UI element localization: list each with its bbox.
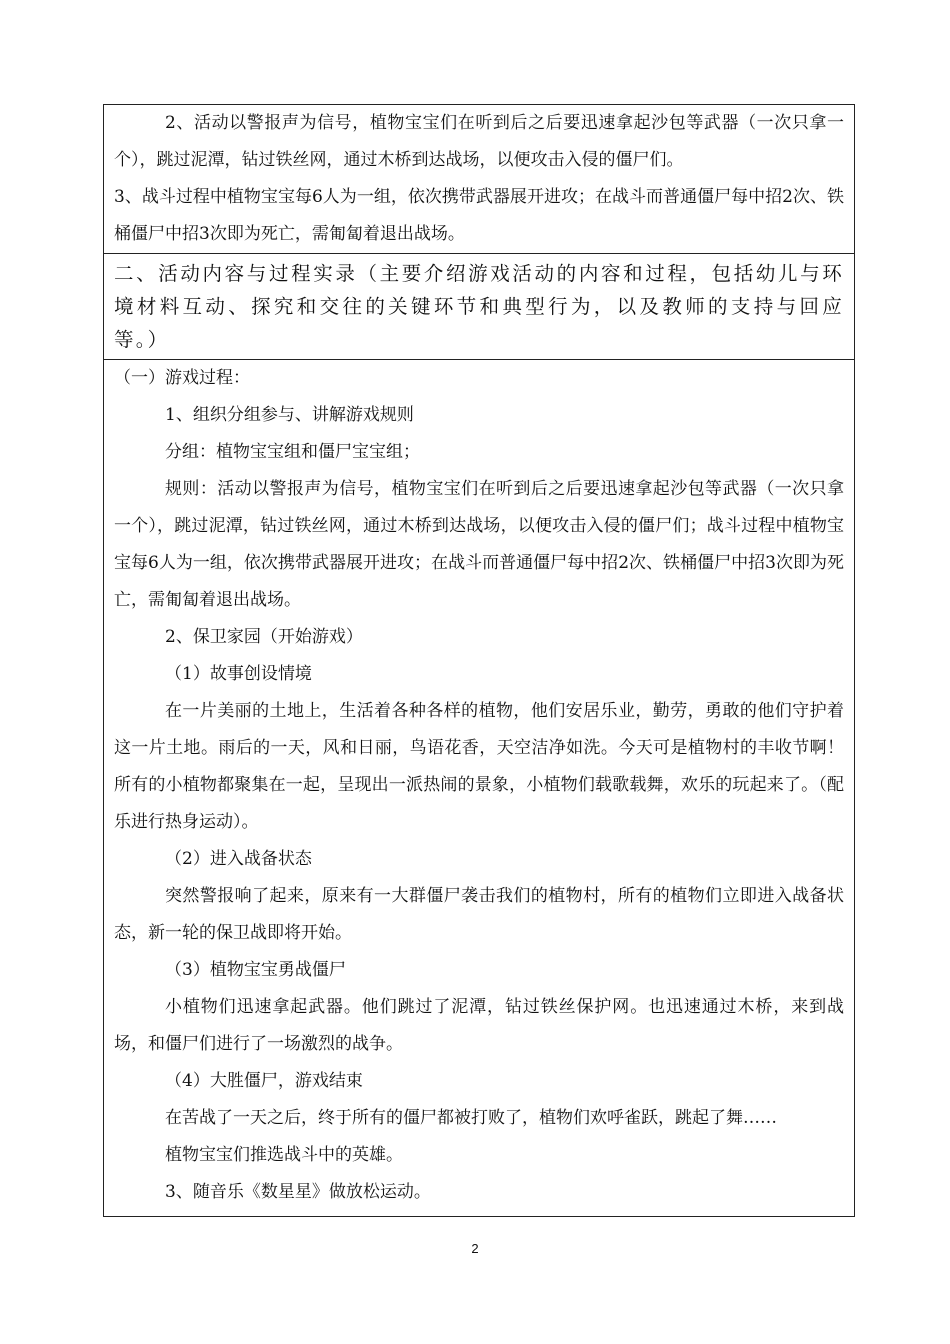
section-heading-cell [104,254,855,360]
section-2-heading: 二、活动内容与过程实录（主要介绍游戏活动的内容和过程，包括幼儿与环境材料互动、探究和交往的关键环节和典型行为，以及教师的支持与回应等。） [114,262,844,351]
page-number: 2 [471,1241,479,1256]
sub-3-title: （3）植物宝宝勇战僵尸 [165,960,346,980]
sub-2-title: （2）进入战备状态 [165,849,312,869]
sub-1-text: 在一片美丽的土地上，生活着各种各样的植物，他们安居乐业，勤劳，勇敢的他们守护着这一片土地。雨后的一天，风和日丽，鸟语花香，天空洁净如洗。今天可是植物村的丰收节啊！所有的小植物都聚集在一起，呈现出一派热闹的景象，小植物们载歌载舞，欢乐的玩起来了。（配乐进行热身运动）。 [114,701,844,832]
rules-text: 规则：活动以警报声为信号，植物宝宝们在听到后之后要迅速拿起沙包等武器（一次只拿一个），跳过泥潭，钻过铁丝网，通过木桥到达战场，以便攻击入侵的僵尸们；战斗过程中植物宝宝每6人为一组，依次携带武器展开进攻；在战斗而普通僵尸每中招2次、铁桶僵尸中招3次即为死亡，需匍匐着退出战场。 [114,479,844,610]
process-cell [104,360,855,1217]
section-heading-row [104,254,855,360]
rules-row [104,105,855,254]
process-row [104,360,855,1217]
rule-item-3: 3、战斗过程中植物宝宝每6人为一组，依次携带武器展开进攻；在战斗而普通僵尸每中招2次、铁桶僵尸中招3次即为死亡，需匍匐着退出战场。 [114,187,844,244]
process-title: （一）游戏过程： [114,368,250,388]
sub-4-text-1: 在苦战了一天之后，终于所有的僵尸都被打败了，植物们欢呼雀跃，跳起了舞…… [165,1108,777,1128]
step-2-title: 2、保卫家园（开始游戏） [165,627,363,647]
step-3-title: 3、随音乐《数星星》做放松运动。 [165,1182,431,1202]
sub-3-text: 小植物们迅速拿起武器。他们跳过了泥潭，钻过铁丝保护网。也迅速通过木桥，来到战场，和僵尸们进行了一场激烈的战争。 [114,997,844,1054]
grouping-text: 分组：植物宝宝组和僵尸宝宝组； [165,442,420,462]
rule-item-2: 2、活动以警报声为信号，植物宝宝们在听到后之后要迅速拿起沙包等武器（一次只拿一个），跳过泥潭，钻过铁丝网，通过木桥到达战场，以便攻击入侵的僵尸们。 [114,113,844,170]
sub-2-text: 突然警报响了起来，原来有一大群僵尸袭击我们的植物村，所有的植物们立即进入战备状态，新一轮的保卫战即将开始。 [114,886,844,943]
step-1-title: 1、组织分组参与、讲解游戏规则 [165,405,414,425]
sub-4-title: （4）大胜僵尸，游戏结束 [165,1071,363,1091]
sub-1-title: （1）故事创设情境 [165,664,312,684]
rules-cell [104,105,855,254]
sub-4-text-2: 植物宝宝们推选战斗中的英雄。 [165,1145,403,1165]
record-table [103,104,855,1217]
